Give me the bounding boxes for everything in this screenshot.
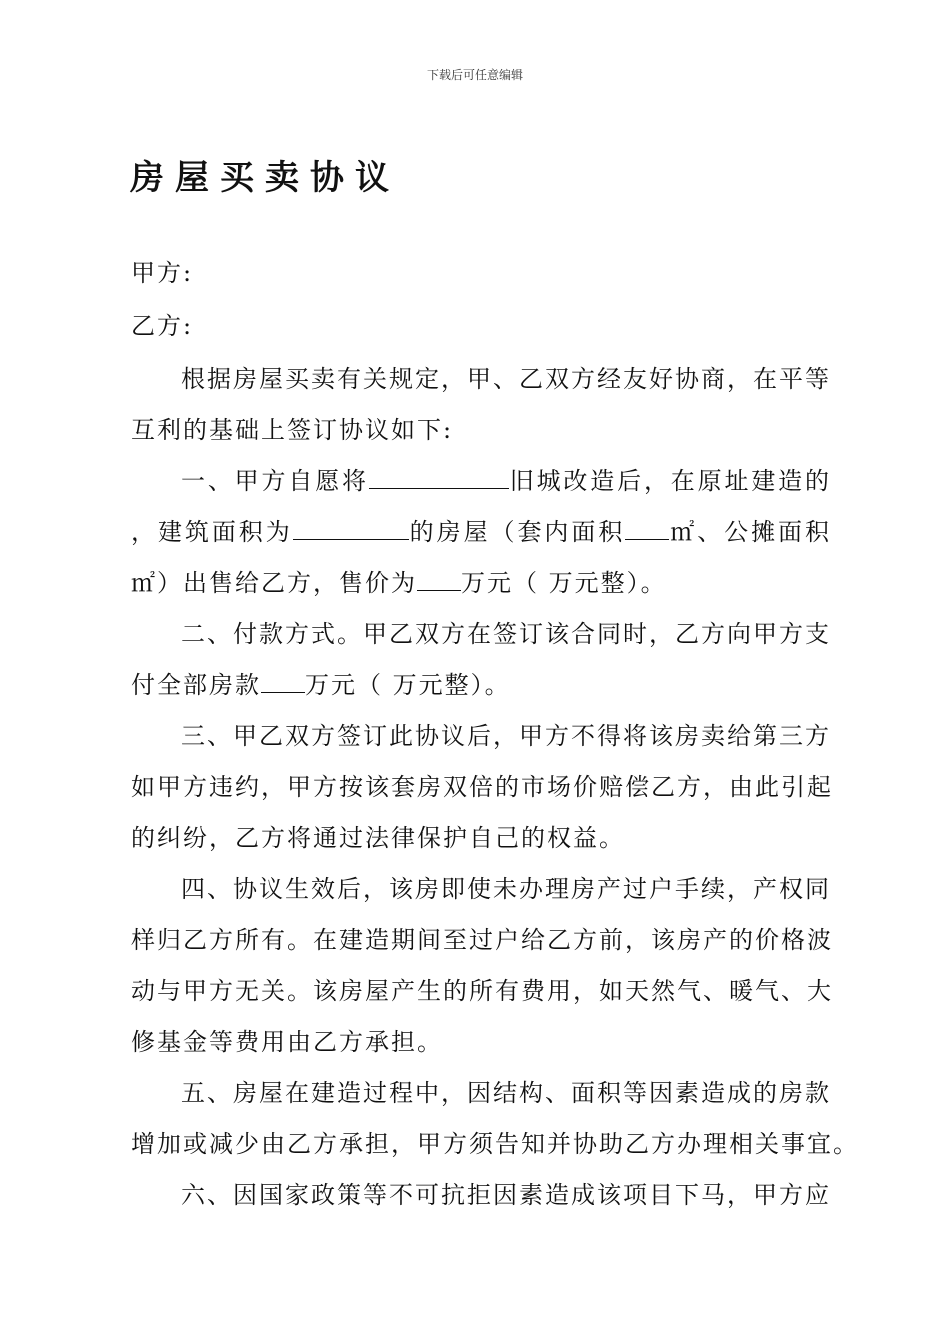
clause-1-text: 的房屋（套内面积: [408, 518, 626, 546]
clause-1-text: 一、甲方自愿将: [181, 467, 369, 495]
clause-1-text: ，建筑面积为: [131, 518, 293, 546]
clause-3-line-3: 的纠纷，乙方将通过法律保护自己的权益。: [131, 824, 625, 852]
fill-blank: [261, 691, 305, 693]
party-a-label: 甲方:: [131, 259, 194, 287]
clause-4-line-4: 修基金等费用由乙方承担。: [131, 1028, 443, 1056]
clause-3-line-1: 三、甲乙双方签订此协议后，甲方不得将该房卖给第三方: [181, 722, 831, 750]
fill-blank: [293, 538, 409, 540]
clause-4-line-1: 四、协议生效后，该房即使未办理房产过户手续，产权同: [181, 875, 831, 903]
clause-1-text: 旧城改造后，在原址建造的: [508, 467, 832, 495]
clause-1: [131, 456, 831, 609]
agreement-body: [131, 248, 859, 1221]
clause-2-text: 万元（ 万元整）。: [305, 671, 511, 699]
clause-4: [131, 864, 831, 1068]
document-title: 房屋买卖协议: [130, 158, 400, 198]
clause-1-text: ㎡）出售给乙方，售价为: [131, 569, 417, 597]
clause-5: [131, 1068, 859, 1170]
clause-3: [131, 711, 831, 864]
clause-4-line-2: 样归乙方所有。在建造期间至过户给乙方前，该房产的价格波: [131, 926, 833, 954]
clause-1-line-2: [131, 507, 831, 558]
party-b-label: 乙方:: [131, 312, 194, 340]
clause-1-text: ㎡、公摊面积: [669, 518, 832, 546]
fill-blank: [625, 538, 669, 540]
clause-6: [131, 1170, 831, 1221]
clause-1-line-3: [131, 558, 831, 609]
fill-blank: [369, 487, 509, 489]
header-note: 下载后可任意编辑: [426, 68, 523, 82]
clause-5-line-2: 增加或减少由乙方承担，甲方须告知并协助乙方办理相关事宜。: [131, 1130, 859, 1158]
clause-4-line-3: 动与甲方无关。该房屋产生的所有费用，如天然气、暖气、大: [131, 977, 833, 1005]
clause-1-text: 万元（ 万元整）。: [461, 569, 667, 597]
clause-1-line-1: [131, 456, 831, 507]
clause-2: [131, 609, 831, 711]
clause-3-line-2: 如甲方违约，甲方按该套房双倍的市场价赔偿乙方，由此引起: [131, 773, 833, 801]
clause-2-line-1: 二、付款方式。甲乙双方在签订该合同时，乙方向甲方支: [181, 620, 831, 648]
clause-2-text: 付全部房款: [131, 671, 261, 699]
preamble-paragraph: [131, 354, 831, 456]
clause-6-line-1: 六、因国家政策等不可抗拒因素造成该项目下马，甲方应: [181, 1181, 831, 1209]
preamble-line-2: 互利的基础上签订协议如下:: [131, 416, 454, 444]
clause-2-line-2: [131, 660, 831, 711]
fill-blank: [417, 589, 461, 591]
clause-5-line-1: 五、房屋在建造过程中，因结构、面积等因素造成的房款: [181, 1079, 831, 1107]
preamble-line-1: 根据房屋买卖有关规定，甲、乙双方经友好协商，在平等: [181, 365, 831, 393]
